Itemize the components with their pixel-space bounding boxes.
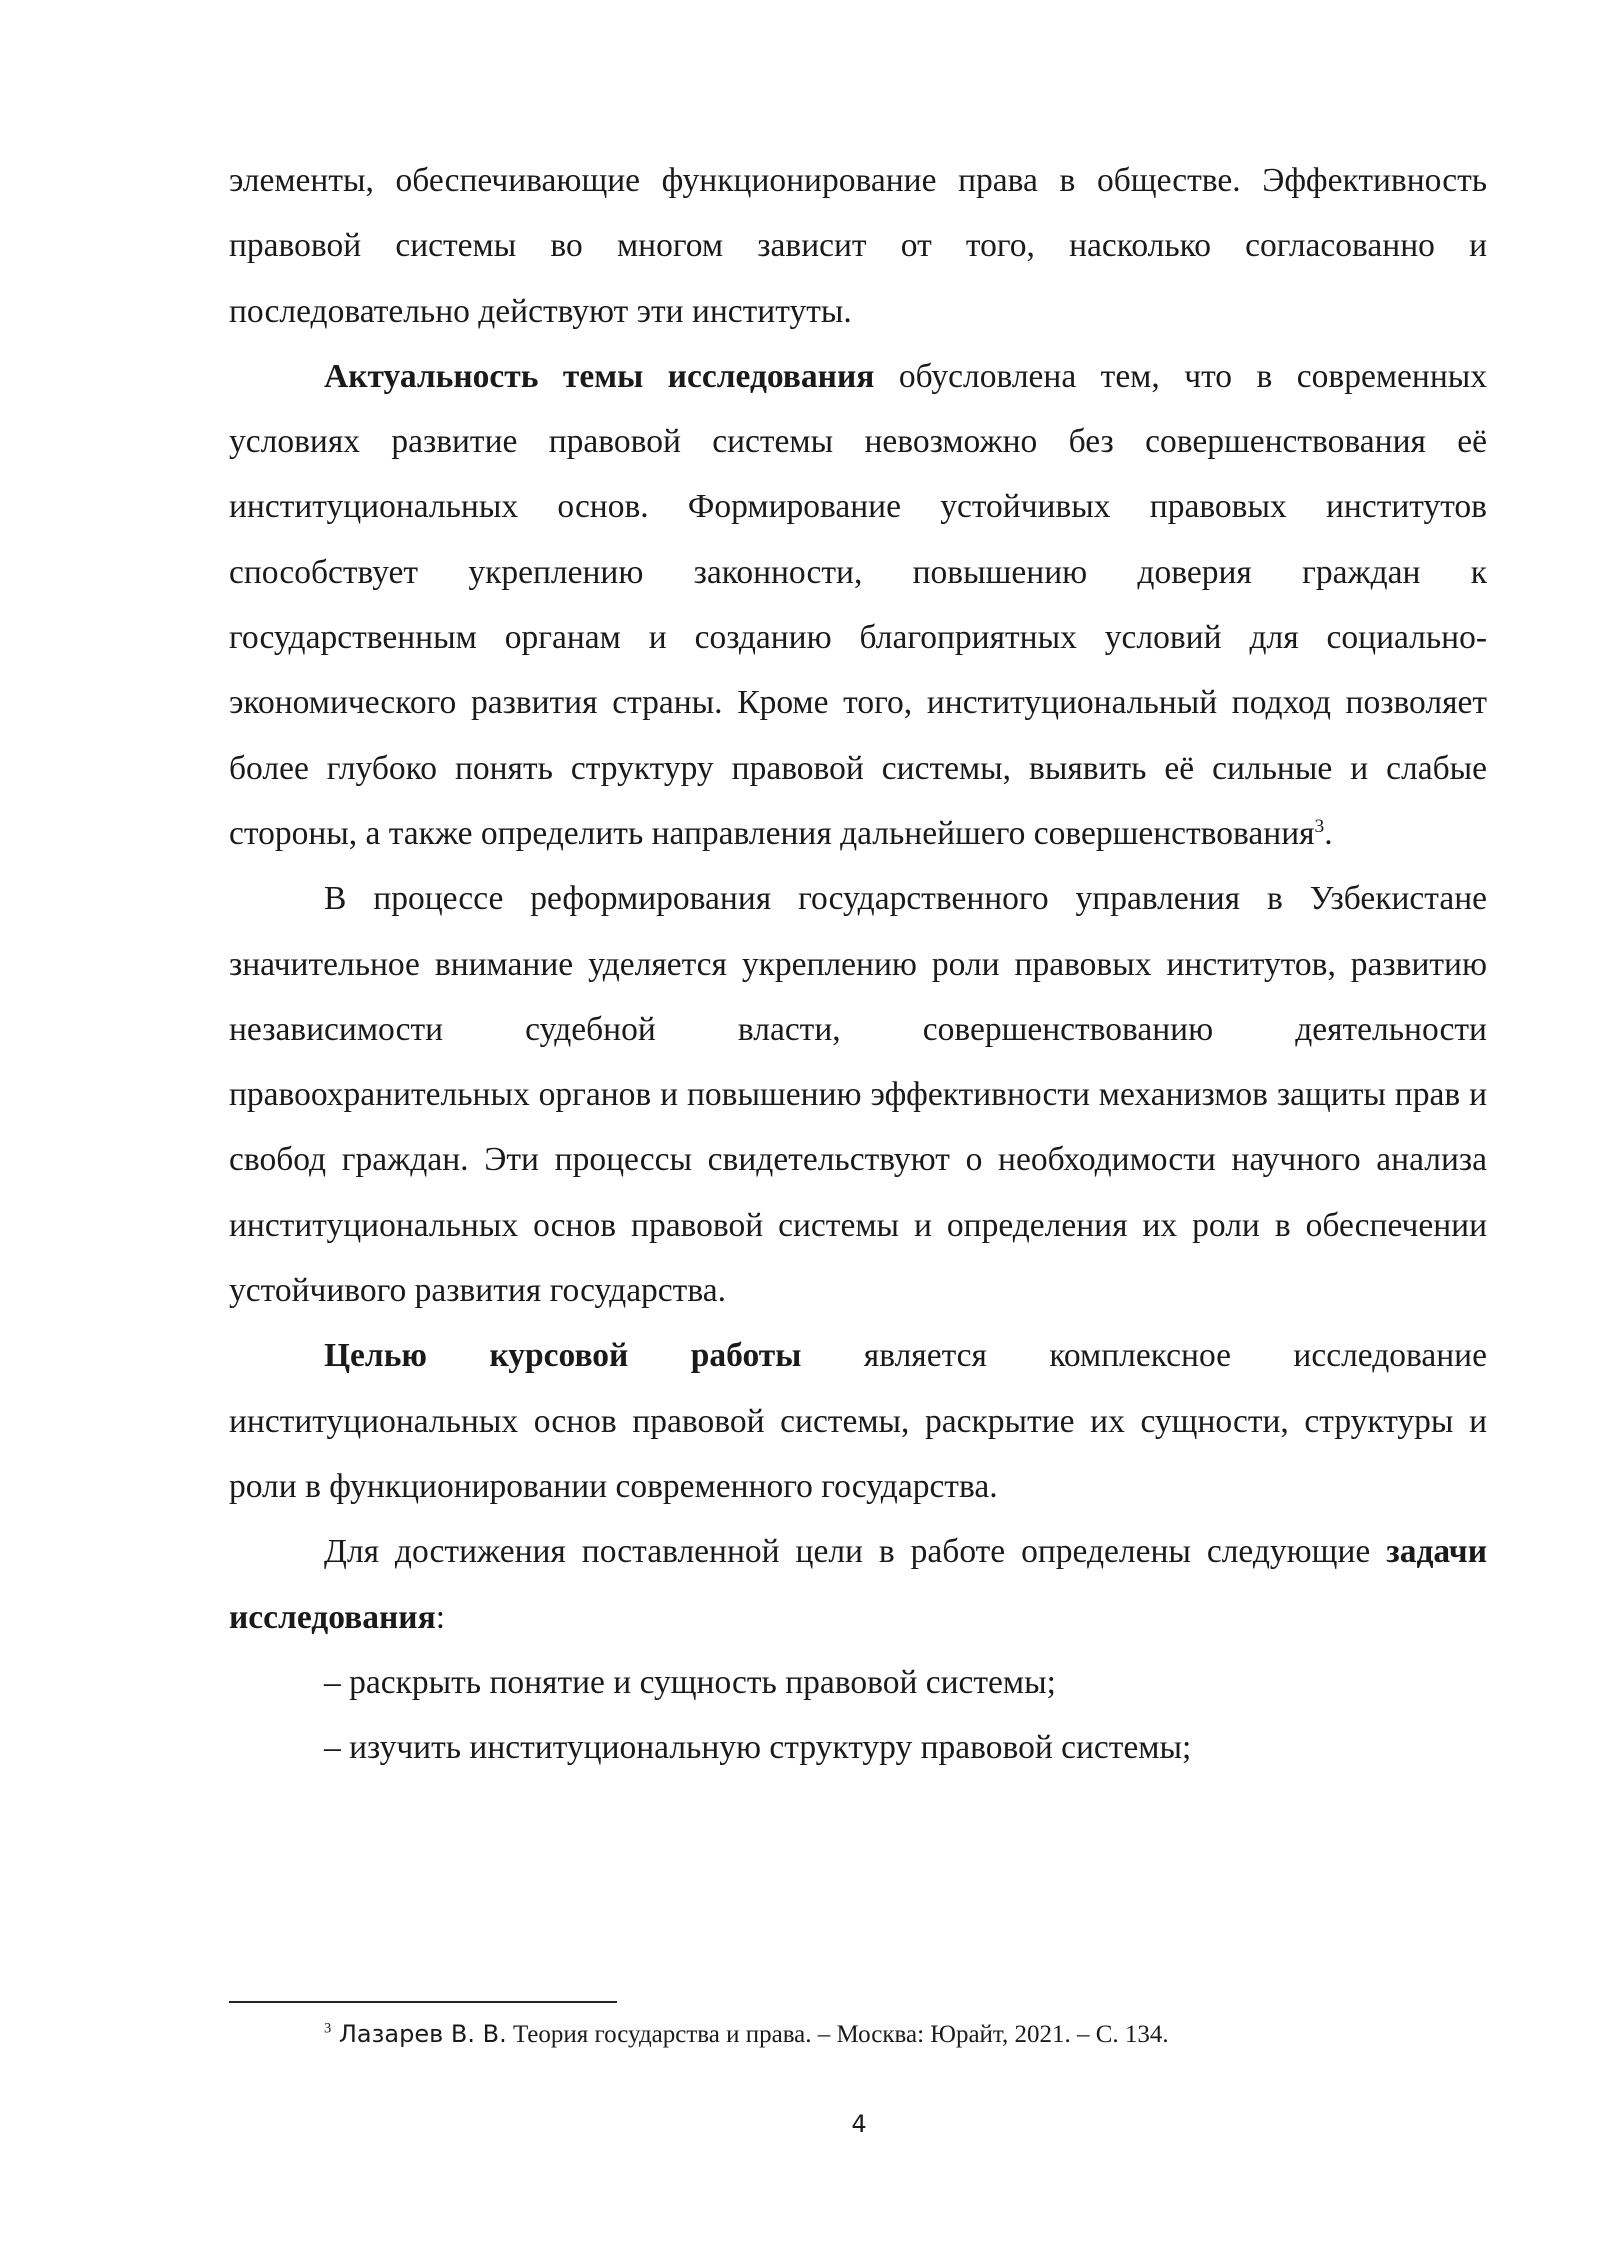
task-item: – изучить институциональную структуру правовой системы; bbox=[324, 1729, 1192, 1767]
footnote bbox=[324, 2016, 1169, 2053]
goal-text: является комплексное исследование институциональных основ правовой системы, раскрытие их сущности, структуры и роли в функционировании современного государства. bbox=[229, 1337, 1487, 1505]
relevance-text: обусловлена тем, что в современных условиях развитие правовой системы невозможно без совершенствования её институциональных основ. Формирование устойчивых правовых институтов способствует укреплению законности, повышению доверия граждан к государственным органам и созданию благоприятных условий для социально-экономического развития страны. Кроме того, институциональный подход позволяет более глубоко понять структуру правовой системы, выявить её сильные и слабые стороны, а также определить направления дальнейшего совершенствования bbox=[229, 357, 1487, 852]
page-body bbox=[229, 148, 1487, 1780]
task-item: – раскрыть понятие и сущность правовой системы; bbox=[324, 1663, 1056, 1701]
paragraph-1: элементы, обеспечивающие функционирование права в обществе. Эффективность правовой системы во многом зависит от того, насколько согласованно и последовательно действуют эти институты. bbox=[229, 162, 1487, 330]
footnote-separator bbox=[229, 2001, 617, 2003]
footnote-number: 3 bbox=[324, 2020, 332, 2037]
footnote-text: Теория государства и права. – Москва: Юрайт, 2021. – С. 134. bbox=[506, 2021, 1169, 2048]
footnote-reference[interactable]: 3 bbox=[1314, 815, 1325, 837]
paragraph-tasks bbox=[229, 1519, 1487, 1650]
tasks-intro: Для достижения поставленной цели в работе определены следующие bbox=[324, 1533, 1387, 1571]
relevance-heading: Актуальность темы исследования bbox=[324, 357, 875, 395]
tasks-colon: : bbox=[435, 1598, 446, 1636]
relevance-end: . bbox=[1324, 814, 1333, 852]
paragraph-goal bbox=[229, 1323, 1487, 1519]
paragraph-relevance bbox=[229, 344, 1487, 866]
page-number: 4 bbox=[851, 2110, 867, 2138]
footnote-author: Лазарев В. В. bbox=[331, 2020, 507, 2048]
tasks-heading: задачи исследования bbox=[229, 1533, 1487, 1636]
goal-heading: Целью курсовой работы bbox=[324, 1337, 802, 1375]
paragraph-reform: В процессе реформирования государственного управления в Узбекистане значительное внимание уделяется укреплению роли правовых институтов, развитию независимости судебной власти, совершенствованию деятельности правоохранительных органов и повышению эффективности механизмов защиты прав и свобод граждан. Эти процессы свидетельствуют о необходимости научного анализа институциональных основ правовой системы и определения их роли в обеспечении устойчивого развития государства. bbox=[229, 880, 1487, 1310]
